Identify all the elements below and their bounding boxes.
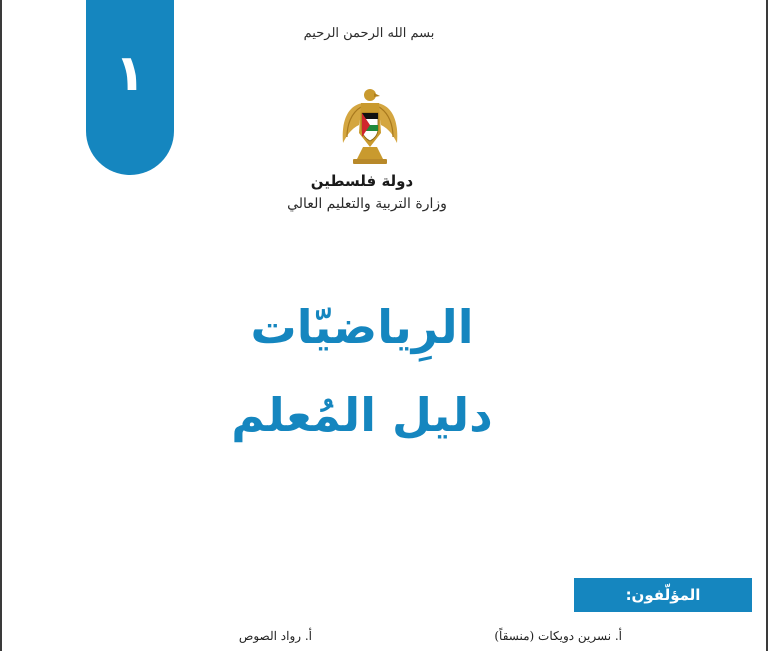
book-title-guide: دليل المُعلم bbox=[231, 388, 493, 442]
authors-label: المؤلّفون: bbox=[574, 578, 752, 612]
palestine-eagle-emblem-icon bbox=[339, 85, 401, 171]
ministry-name: وزارة التربية والتعليم العالي bbox=[287, 196, 447, 212]
author-name: أ. نسرين دويكات (منسقاً) bbox=[494, 629, 622, 643]
basmala-calligraphy: بسم الله الرحمن الرحيم bbox=[303, 26, 435, 41]
book-title-subject: الرِياضيّات bbox=[250, 300, 474, 354]
author-name: أ. رواد الصوص bbox=[238, 629, 312, 643]
grade-number: ١ bbox=[114, 43, 146, 102]
state-name: دولة فلسطين bbox=[310, 172, 414, 190]
grade-tab bbox=[86, 0, 174, 175]
